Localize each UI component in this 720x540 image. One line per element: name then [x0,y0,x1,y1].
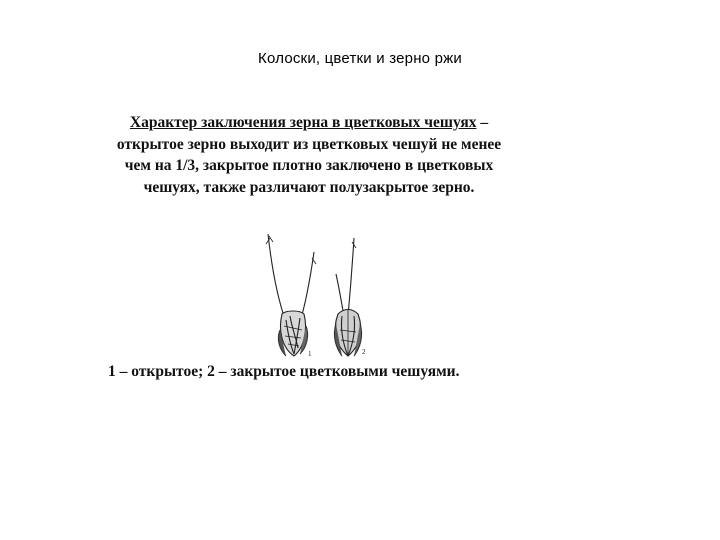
definition-term: Характер заключения зерна в цветковых чешуях [129,114,477,131]
figure-label-2: 2 [362,348,366,356]
open-floret-drawing [266,234,316,356]
scanned-textbook-excerpt [104,112,514,384]
figure-caption: 1 – открытое; 2 – закрытое цветковыми чешуями. [108,363,460,380]
closed-floret-drawing [334,238,361,356]
definition-text: – открытое зерно выходит из цветковых чешуй не менее чем на 1/3, закрытое плотно заключено в цветковых чешуях, также различают полузакрытое зерно. [116,114,502,196]
figure-label-1: 1 [308,350,312,358]
slide-title: Колоски, цветки и зерно ржи [258,50,462,67]
rye-florets-illustration [256,230,376,360]
definition-paragraph [104,112,514,198]
